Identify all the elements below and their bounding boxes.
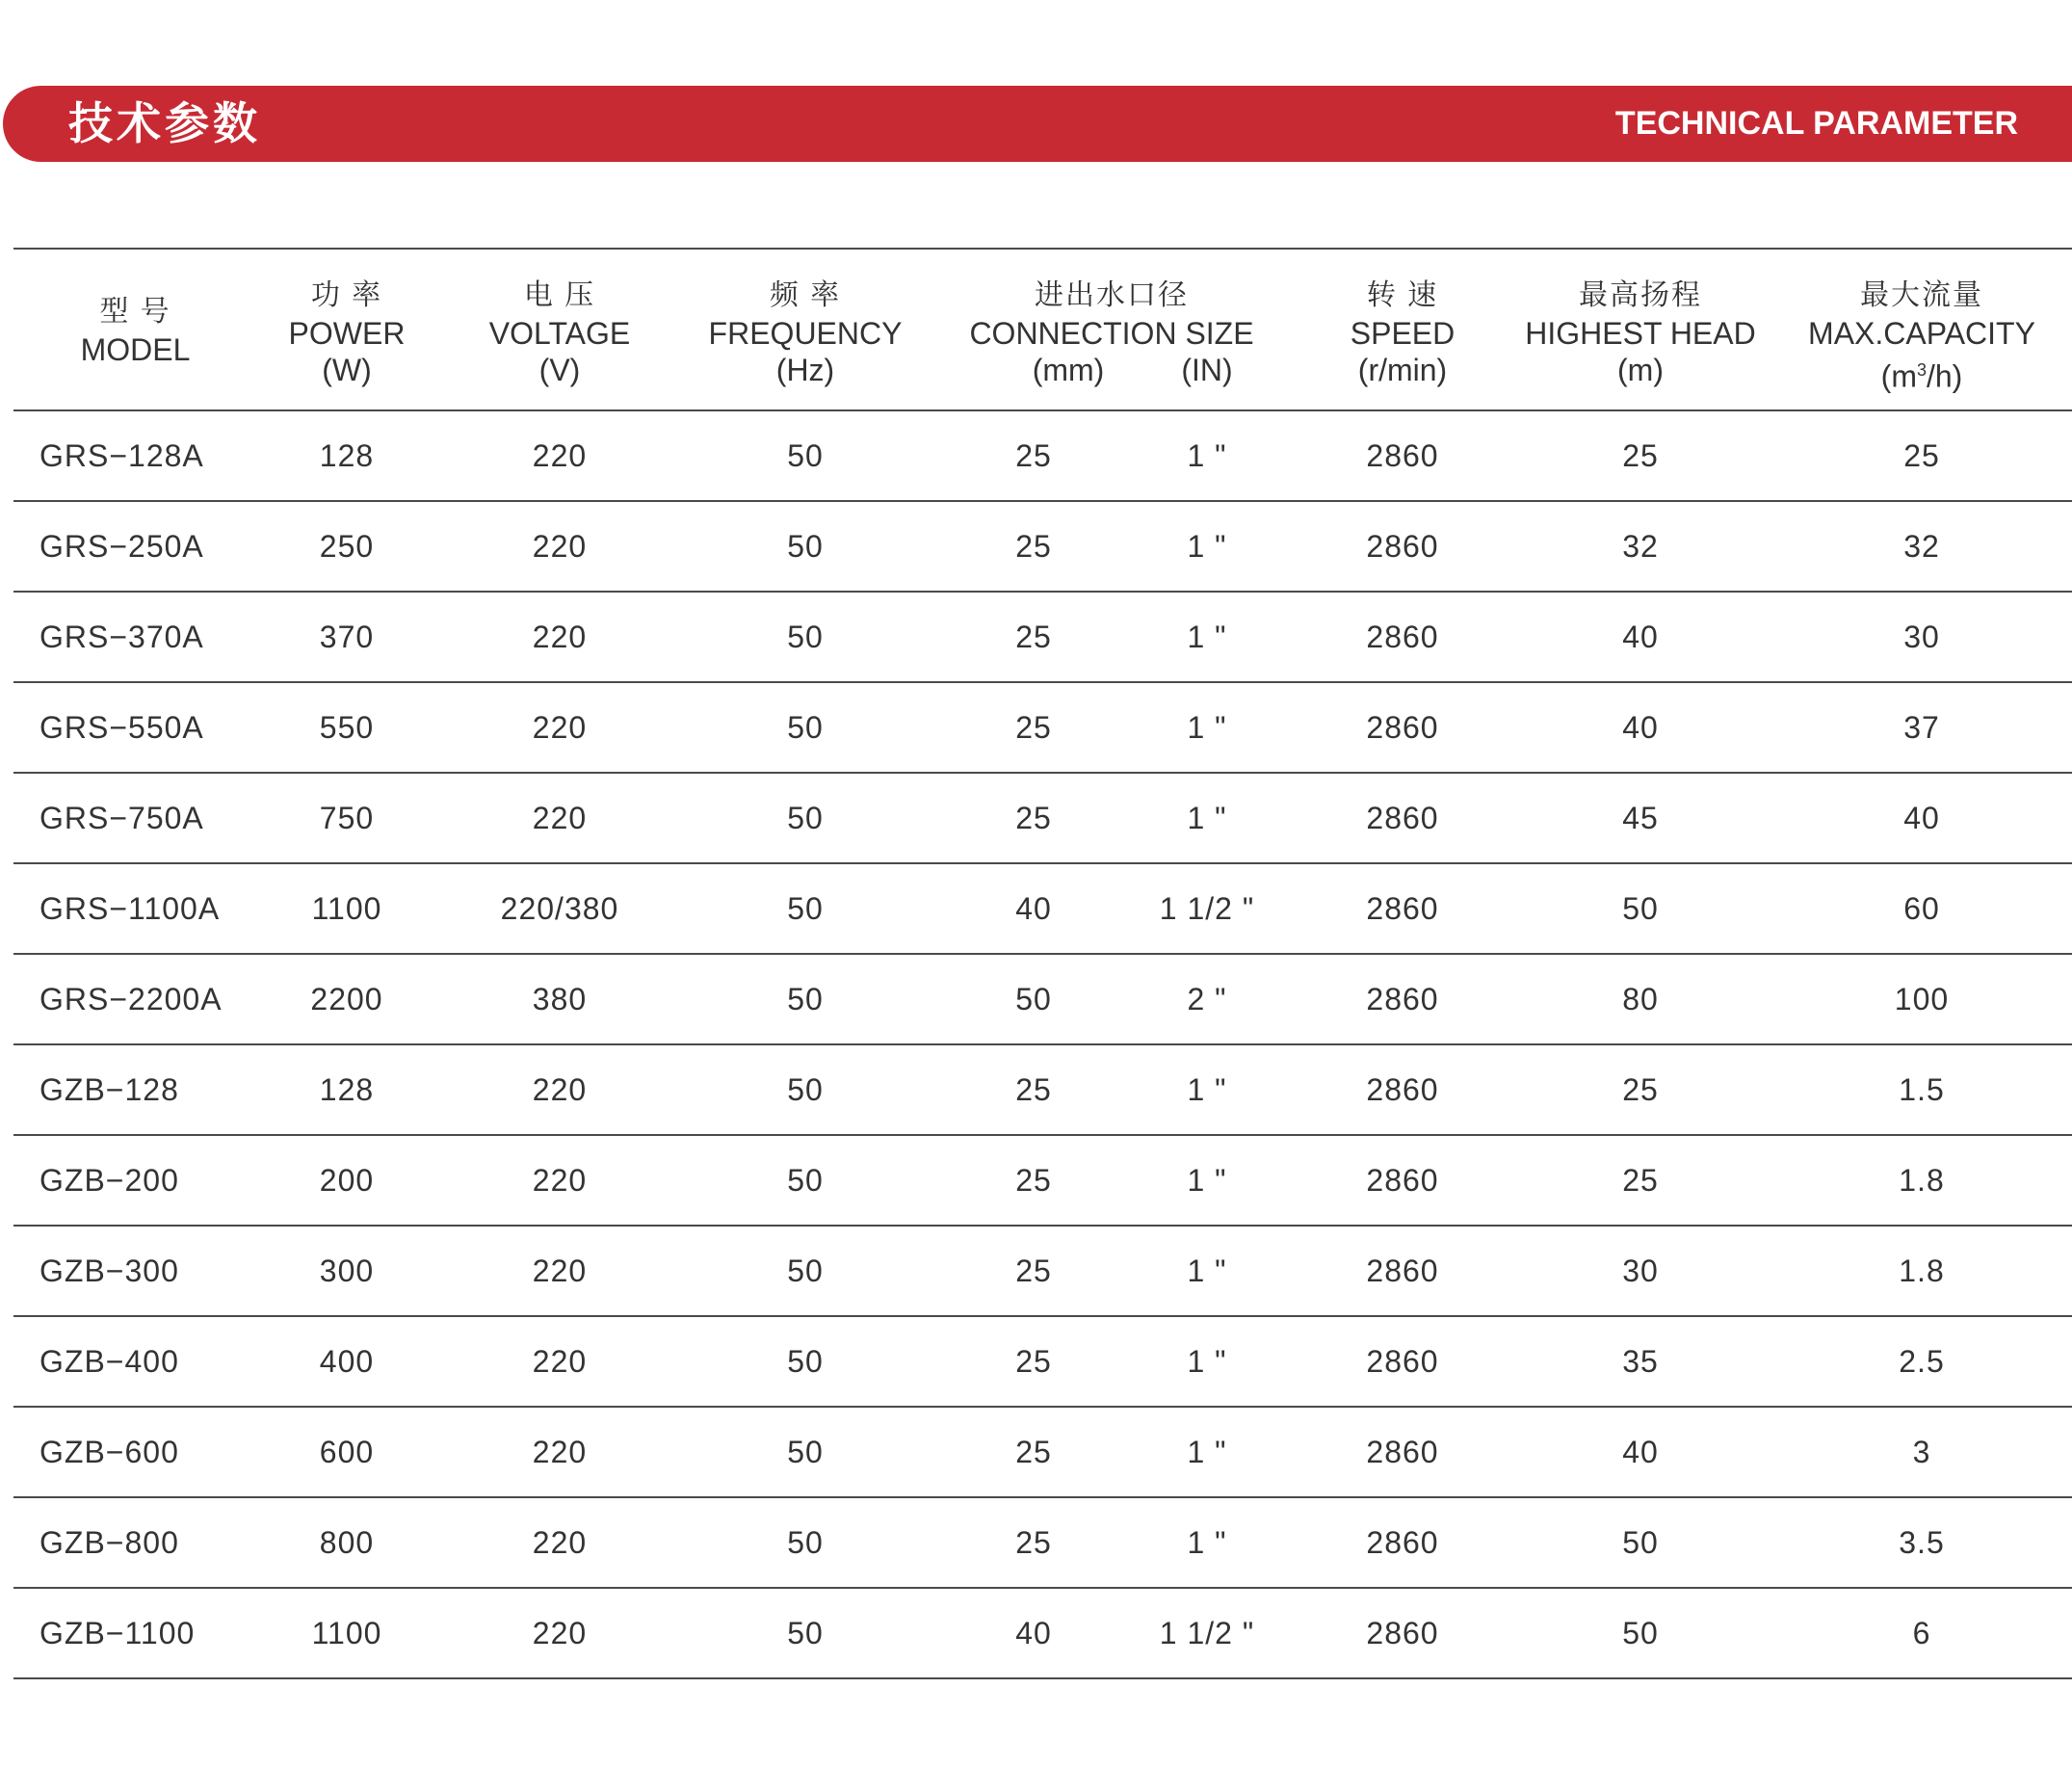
cell-in: 1 " bbox=[1187, 1525, 1227, 1560]
cell-frequency: 50 bbox=[787, 1072, 824, 1107]
cell-in: 1 " bbox=[1187, 1253, 1227, 1288]
cell-power: 128 bbox=[319, 438, 375, 473]
cell-mm: 25 bbox=[1015, 1525, 1052, 1560]
cell-power: 1100 bbox=[311, 1616, 382, 1650]
header-highest-head: 最高扬程 HIGHEST HEAD (m) bbox=[1525, 279, 1756, 387]
cell-speed: 2860 bbox=[1366, 1253, 1439, 1288]
cell-head: 50 bbox=[1622, 891, 1659, 926]
header-unit-mm: (mm) bbox=[1032, 353, 1105, 387]
table-row bbox=[13, 1408, 2072, 1496]
cell-model: GRS−370A bbox=[39, 620, 204, 654]
cell-capacity: 1.8 bbox=[1899, 1163, 1945, 1198]
table-row bbox=[13, 1045, 2072, 1134]
cell-power: 200 bbox=[319, 1163, 375, 1198]
cell-model: GRS−750A bbox=[39, 801, 204, 835]
cell-voltage: 220 bbox=[532, 1344, 588, 1379]
cell-model: GRS−1100A bbox=[39, 891, 221, 926]
cell-power: 600 bbox=[319, 1435, 375, 1469]
cell-frequency: 50 bbox=[787, 1253, 824, 1288]
cell-in: 1 " bbox=[1187, 529, 1227, 564]
cell-power: 750 bbox=[319, 801, 375, 835]
cell-head: 25 bbox=[1622, 1072, 1659, 1107]
cell-capacity: 6 bbox=[1912, 1616, 1931, 1650]
cell-capacity: 100 bbox=[1894, 982, 1950, 1016]
cell-frequency: 50 bbox=[787, 1616, 824, 1650]
table-row bbox=[13, 411, 2072, 500]
cell-power: 250 bbox=[319, 529, 375, 564]
header-frequency: 频 率 FREQUENCY (Hz) bbox=[708, 279, 903, 387]
cell-speed: 2860 bbox=[1366, 1163, 1439, 1198]
cell-power: 550 bbox=[319, 710, 375, 745]
cell-model: GZB−200 bbox=[39, 1163, 179, 1198]
table-row bbox=[13, 864, 2072, 953]
cell-model: GRS−128A bbox=[39, 438, 204, 473]
cell-model: GRS−2200A bbox=[39, 982, 223, 1016]
header-unit-in: (IN) bbox=[1181, 353, 1233, 387]
cell-capacity: 3 bbox=[1912, 1435, 1931, 1469]
cell-power: 1100 bbox=[311, 891, 382, 926]
cell-speed: 2860 bbox=[1366, 1344, 1439, 1379]
cell-capacity: 30 bbox=[1903, 620, 1940, 654]
cell-model: GRS−250A bbox=[39, 529, 204, 564]
cell-head: 40 bbox=[1622, 620, 1659, 654]
table-row bbox=[13, 1498, 2072, 1587]
cell-mm: 40 bbox=[1015, 891, 1052, 926]
cell-head: 80 bbox=[1622, 982, 1659, 1016]
cell-capacity: 37 bbox=[1903, 710, 1940, 745]
cell-mm: 25 bbox=[1015, 801, 1052, 835]
header-speed: 转 速 SPEED (r/min) bbox=[1350, 279, 1456, 387]
banner-title-cn: 技术参数 bbox=[68, 97, 261, 149]
cell-model: GZB−600 bbox=[39, 1435, 179, 1469]
cell-in: 1 " bbox=[1187, 710, 1227, 745]
cell-speed: 2860 bbox=[1366, 1435, 1439, 1469]
cell-in: 1 " bbox=[1187, 1435, 1227, 1469]
cell-head: 40 bbox=[1622, 1435, 1659, 1469]
section-banner bbox=[3, 86, 2072, 162]
table-row bbox=[13, 593, 2072, 681]
cell-voltage: 220 bbox=[532, 1163, 588, 1198]
table-row bbox=[13, 502, 2072, 591]
cell-frequency: 50 bbox=[787, 1435, 824, 1469]
cell-speed: 2860 bbox=[1366, 438, 1439, 473]
cell-head: 32 bbox=[1622, 529, 1659, 564]
cell-head: 35 bbox=[1622, 1344, 1659, 1379]
cell-mm: 25 bbox=[1015, 1072, 1052, 1107]
cell-power: 300 bbox=[319, 1253, 375, 1288]
header-connection-size: 进出水口径 CONNECTION SIZE (mm) (IN) bbox=[928, 250, 1296, 410]
cell-in: 2 " bbox=[1187, 982, 1227, 1016]
cell-voltage: 220 bbox=[532, 438, 588, 473]
cell-model: GZB−1100 bbox=[39, 1616, 196, 1650]
cell-voltage: 380 bbox=[532, 982, 588, 1016]
row-rule bbox=[13, 1677, 2072, 1679]
cell-in: 1 " bbox=[1187, 1163, 1227, 1198]
cell-frequency: 50 bbox=[787, 1344, 824, 1379]
header-power: 功 率 POWER (W) bbox=[288, 279, 406, 387]
cell-model: GRS−550A bbox=[39, 710, 204, 745]
table-row bbox=[13, 955, 2072, 1043]
cell-frequency: 50 bbox=[787, 982, 824, 1016]
cell-voltage: 220 bbox=[532, 1072, 588, 1107]
cell-in: 1 " bbox=[1187, 1072, 1227, 1107]
cell-capacity: 1.8 bbox=[1899, 1253, 1945, 1288]
cell-frequency: 50 bbox=[787, 620, 824, 654]
cell-model: GZB−300 bbox=[39, 1253, 179, 1288]
cell-in: 1 " bbox=[1187, 1344, 1227, 1379]
cell-frequency: 50 bbox=[787, 1163, 824, 1198]
cell-model: GZB−400 bbox=[39, 1344, 179, 1379]
header-max-capacity: 最大流量 MAX.CAPACITY $(m^3/h)$ bbox=[1808, 279, 2035, 394]
table-row bbox=[13, 1227, 2072, 1315]
cell-model: GZB−800 bbox=[39, 1525, 179, 1560]
cell-capacity: 32 bbox=[1903, 529, 1940, 564]
cell-mm: 25 bbox=[1015, 1253, 1052, 1288]
cell-voltage: 220 bbox=[532, 1435, 588, 1469]
cell-capacity: 3.5 bbox=[1899, 1525, 1945, 1560]
cell-frequency: 50 bbox=[787, 1525, 824, 1560]
cell-power: 128 bbox=[319, 1072, 375, 1107]
cell-voltage: 220/380 bbox=[500, 891, 619, 926]
table-row bbox=[13, 1317, 2072, 1406]
cell-mm: 25 bbox=[1015, 710, 1052, 745]
cell-head: 50 bbox=[1622, 1525, 1659, 1560]
cell-speed: 2860 bbox=[1366, 891, 1439, 926]
cell-mm: 25 bbox=[1015, 1435, 1052, 1469]
cell-speed: 2860 bbox=[1366, 1525, 1439, 1560]
cell-in: 1 " bbox=[1187, 620, 1227, 654]
cell-mm: 25 bbox=[1015, 1163, 1052, 1198]
cell-model: GZB−128 bbox=[39, 1072, 179, 1107]
cell-head: 50 bbox=[1622, 1616, 1659, 1650]
cell-power: 2200 bbox=[310, 982, 383, 1016]
cell-power: 800 bbox=[319, 1525, 375, 1560]
cell-speed: 2860 bbox=[1366, 620, 1439, 654]
cell-head: 30 bbox=[1622, 1253, 1659, 1288]
cell-mm: 25 bbox=[1015, 1344, 1052, 1379]
table-row bbox=[13, 774, 2072, 862]
cell-speed: 2860 bbox=[1366, 529, 1439, 564]
cell-capacity: 2.5 bbox=[1899, 1344, 1945, 1379]
cell-head: 45 bbox=[1622, 801, 1659, 835]
cell-capacity: 25 bbox=[1903, 438, 1940, 473]
cell-voltage: 220 bbox=[532, 1253, 588, 1288]
cell-head: 25 bbox=[1622, 1163, 1659, 1198]
header-model: 型 号 MODEL bbox=[80, 296, 191, 367]
cell-in: 1 1/2 " bbox=[1159, 1616, 1255, 1650]
banner-title-en: TECHNICAL PARAMETER bbox=[1614, 105, 2018, 142]
cell-in: 1 " bbox=[1187, 801, 1227, 835]
cell-frequency: 50 bbox=[787, 438, 824, 473]
cell-in: 1 1/2 " bbox=[1159, 891, 1255, 926]
table-row bbox=[13, 1589, 2072, 1677]
cell-speed: 2860 bbox=[1366, 710, 1439, 745]
cell-voltage: 220 bbox=[532, 710, 588, 745]
cell-speed: 2860 bbox=[1366, 1072, 1439, 1107]
cell-voltage: 220 bbox=[532, 801, 588, 835]
cell-frequency: 50 bbox=[787, 529, 824, 564]
table-row bbox=[13, 683, 2072, 772]
cell-mm: 25 bbox=[1015, 620, 1052, 654]
cell-frequency: 50 bbox=[787, 801, 824, 835]
table-header bbox=[13, 250, 2072, 410]
cell-capacity: 1.5 bbox=[1899, 1072, 1945, 1107]
cell-frequency: 50 bbox=[787, 710, 824, 745]
cell-frequency: 50 bbox=[787, 891, 824, 926]
cell-speed: 2860 bbox=[1366, 982, 1439, 1016]
header-voltage: 电 压 VOLTAGE (V) bbox=[488, 279, 631, 387]
cell-voltage: 220 bbox=[532, 1616, 588, 1650]
cell-voltage: 220 bbox=[532, 1525, 588, 1560]
table-row bbox=[13, 1136, 2072, 1225]
cell-capacity: 60 bbox=[1903, 891, 1940, 926]
cell-speed: 2860 bbox=[1366, 1616, 1439, 1650]
cell-voltage: 220 bbox=[532, 620, 588, 654]
cell-speed: 2860 bbox=[1366, 801, 1439, 835]
cell-voltage: 220 bbox=[532, 529, 588, 564]
cell-mm: 40 bbox=[1015, 1616, 1052, 1650]
cell-mm: 25 bbox=[1015, 529, 1052, 564]
cell-power: 370 bbox=[319, 620, 375, 654]
cell-mm: 25 bbox=[1015, 438, 1052, 473]
cell-head: 40 bbox=[1622, 710, 1659, 745]
cell-head: 25 bbox=[1622, 438, 1659, 473]
cell-mm: 50 bbox=[1015, 982, 1052, 1016]
cell-capacity: 40 bbox=[1903, 801, 1940, 835]
cell-in: 1 " bbox=[1187, 438, 1227, 473]
cell-power: 400 bbox=[319, 1344, 375, 1379]
